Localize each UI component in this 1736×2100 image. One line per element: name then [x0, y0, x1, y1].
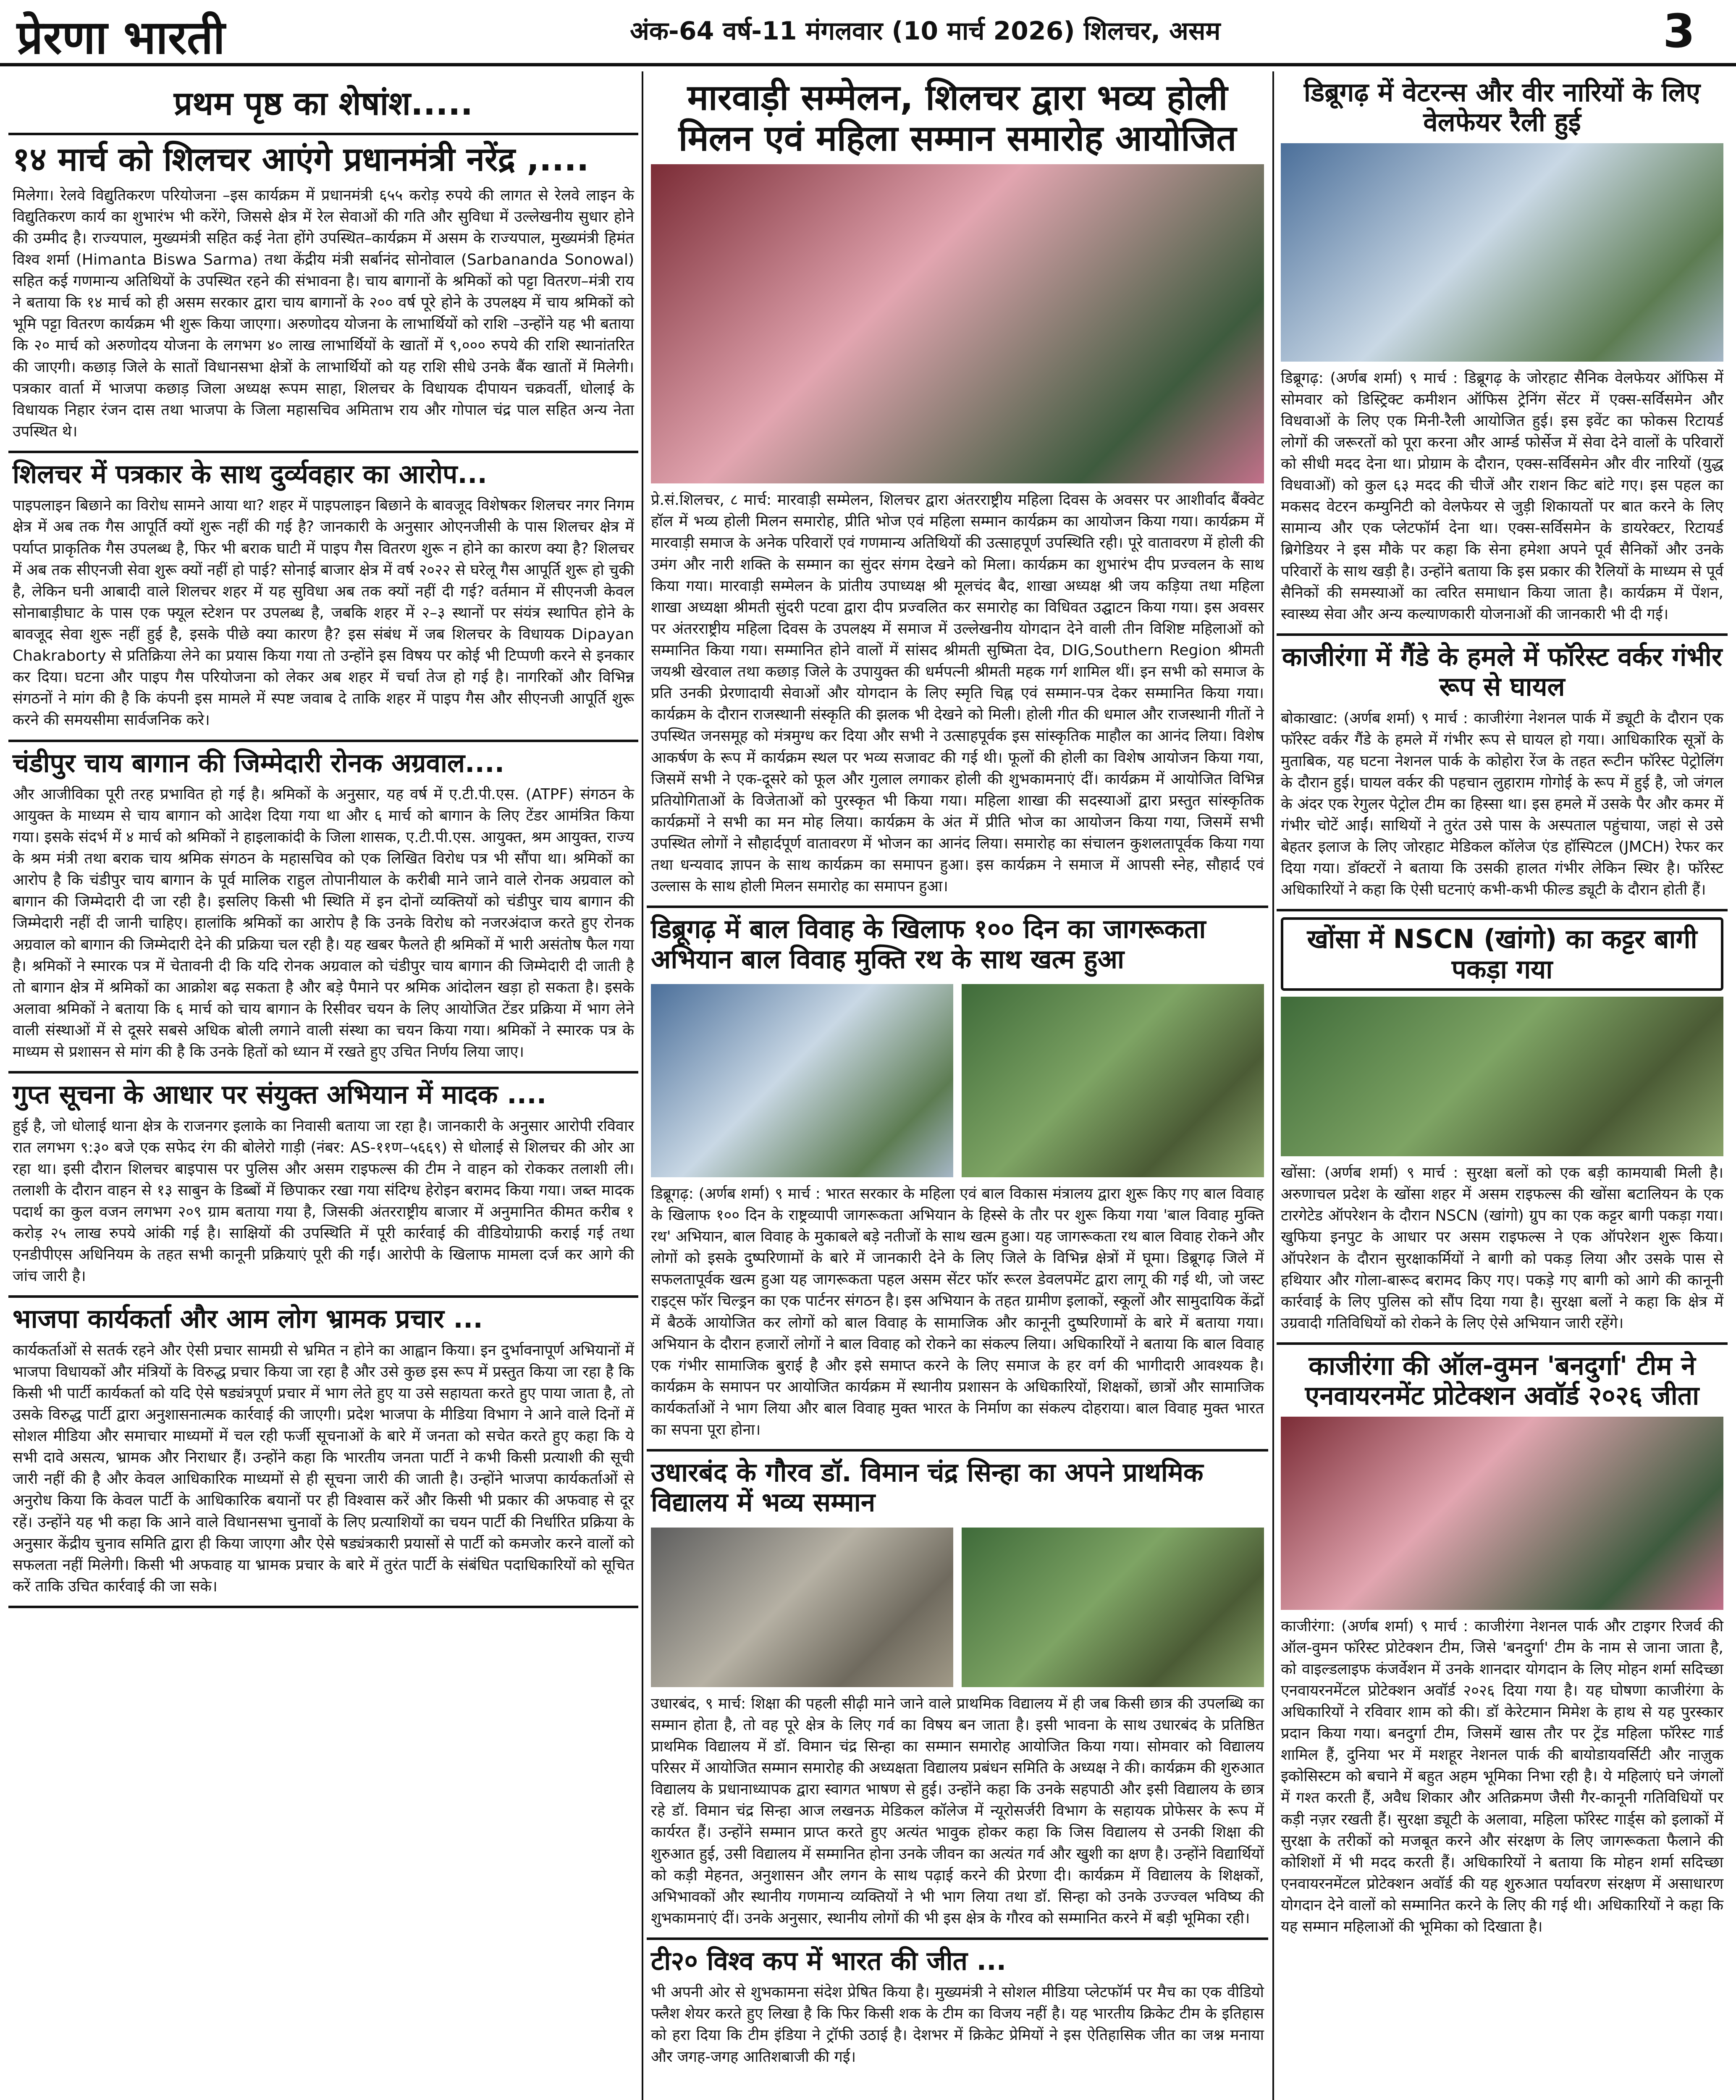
photo-award — [1281, 1417, 1723, 1610]
headline: गुप्त सूचना के आधार पर संयुक्त अभियान में मादक .... — [13, 1079, 547, 1110]
story-t20 — [647, 1940, 1268, 2076]
article-body: पाइपलाइन बिछाने का विरोध सामने आया था? शहर में पाइपलाइन बिछाने के बावजूद विशेषकर शिलचर नगर निगम क्षेत्र में अब तक गैस आपूर्ति क्यों शुरू नहीं की गई है? जानकारी के अनुसार ओएनजीसी के पास शिलचर क्षेत्र में पर्याप्त प्राकृतिक गैस उपलब्ध है, फिर भी बराक घाटी में पाइप गैस वितरण शुरू न होने का कारण क्या है? शिलचर में अब तक सीएनजी सेवा शुरू क्यों नहीं हो पाई? सोनाई बाजार क्षेत्र में वर्ष २०२२ से घरेलू गैस आपूर्ति शुरू हो चुकी है, लेकिन घनी आबादी वाले शिलचर शहर में यह सुविधा अब तक क्यों नहीं दी गई? वर्तमान में सीएनजी केवल सोनाबाड़ीघाट के पास एक फ्यूल स्टेशन पर उपलब्ध है, जबकि शहर में २–३ स्थानों पर संयंत्र स्थापित होने के बावजूद सेवा शुरू नहीं हुई है, इसके पीछे क्या कारण है? इस संबंध में जब शिलचर के विधायक Dipayan Chakraborty से प्रतिक्रिया लेने का प्रयास किया गया तो उन्होंने इस विषय पर कोई भी टिप्पणी करने से इनकार कर दिया। घटना और पाइप गैस परियोजना को लेकर अब शहर में चर्चा तेज हो गई है। नागरिकों और विभिन्न संगठनों ने मांग की है कि कंपनी इस मामले में स्पष्ट जवाब दे ताकि शहर में पाइप गैस और सीएनजी आपूर्ति शुरू करने की समयसीमा सार्वजनिक करे। — [13, 497, 634, 729]
left-column — [8, 71, 638, 2100]
headline: टी२० विश्व कप में भारत की जीत ... — [651, 1945, 1007, 1976]
article-body: कार्यकर्ताओं से सतर्क रहने और ऐसी प्रचार सामग्री से भ्रमित न होने का आह्वान किया। इन दुर्भावनापूर्ण अभियानों में भाजपा विधायकों और मंत्रियों के विरुद्ध प्रचार किया जा रहा है और उसे कुछ इस रूप में प्रस्तुत किया जा रहा है कि किसी भी पार्टी कार्यकर्ता को यदि ऐसे षड्यंत्रपूर्ण प्रचार में भाग लेते हुए या उसे सहायता करते हुए पाया जाता है, तो उसके विरुद्ध पार्टी द्वारा अनुशासनात्मक कार्रवाई की जाएगी। प्रदेश भाजपा के मीडिया विभाग ने आने वाले दिनों में सोशल मीडिया और समाचार माध्यमों में चल रही फर्जी सूचनाओं के बारे में जनता को सचेत करते हुए कहा कि ये सभी दावे असत्य, भ्रामक और निराधार हैं। उन्होंने कहा कि भारतीय जनता पार्टी ने कभी किसी प्रत्याशी की सूची जारी नहीं की है और केवल आधिकारिक माध्यमों से ही सूचना जारी की जाती है। उन्होंने भाजपा कार्यकर्ताओं से अनुरोध किया कि केवल पार्टी के आधिकारिक बयानों पर ही विश्वास करें और किसी भी प्रकार की अफवाह से दूर रहें। उन्होंने यह भी कहा कि आने वाले विधानसभा चुनावों के लिए प्रत्याशियों का चयन पार्टी की निर्धारित प्रक्रिया के अनुसार केंद्रीय चुनाव समिति द्वारा ही किया जाएगा और ऐसे षड्यंत्रकारी प्रयासों से पार्टी को कमजोर करने वालों को सफलता नहीं मिलेगी। किसी भी अफवाह या भ्रामक प्रचार के बारे में तुरंत पार्टी के संबंधित पदाधिकारियों को सूचित करें ताकि उचित कार्रवाई की जा सके। — [13, 1341, 634, 1595]
middle-column — [647, 71, 1268, 2100]
article-body: मिलेगा। रेलवे विद्युतिकरण परियोजना –इस कार्यक्रम में प्रधानमंत्री ६५५ करोड़ रुपये की लागत से रेलवे लाइन के विद्युतिकरण कार्य का शुभारंभ भी करेंगे, जिससे क्षेत्र में रेल सेवाओं की गति और सुविधा में उल्लेखनीय सुधार होने की उम्मीद है। राज्यपाल, मुख्यमंत्री सहित कई नेता होंगे उपस्थित–कार्यक्रम में असम के राज्यपाल, मुख्यमंत्री हिमंत विश्व शर्मा (Himanta Biswa Sarma) तथा केंद्रीय मंत्री सर्बानंद सोनोवाल (Sarbananda Sonowal) सहित कई गणमान्य अतिथियों के उपस्थित रहने की संभावना है। चाय बागानों के श्रमिकों को पट्टा वितरण–मंत्री राय ने बताया कि १४ मार्च को ही असम सरकार द्वारा चाय बागानों के २०० वर्ष पूरे होने के उपलक्ष्य में चाय श्रमिकों को भूमि पट्टा वितरण कार्यक्रम भी शुरू किया जाएगा। अरुणोदय योजना के लाभार्थियों को राशि –उन्होंने यह भी बताया कि २० मार्च को अरुणोदय योजना के लगभग ४० लाख लाभार्थियों के खातों में ९,००० रुपये की राशि स्थानांतरित की जाएगी। कछाड़ जिले के सातों विधानसभा क्षेत्रों के लाभार्थियों को यह राशि सीधे उनके बैंक खातों में मिलेगी। पत्रकार वार्ता में भाजपा कछाड़ जिला अध्यक्ष रूपम साहा, शिलचर के विधायक दीपायन चक्रवर्ती, धोलाई के विधायक निहार रंजन दास तथा भाजपा के जिला महासचिव अमिताभ राय और गोपाल चंद्र पाल सहित अन्य नेता उपस्थित थे। — [13, 186, 634, 440]
headline: उधारबंद के गौरव डॉ. विमान चंद्र सिन्हा का अपने प्राथमिक विद्यालय में भव्य सम्मान — [651, 1457, 1204, 1518]
story-doctor-honour — [647, 1452, 1268, 1940]
story-drug-seizure — [8, 1074, 638, 1298]
headline: डिब्रूगढ़ में वेटरन्स और वीर नारियों के लिए वेलफेयर रैली हुई — [1303, 77, 1701, 138]
page-number: 3 — [1663, 4, 1695, 58]
article-body: भी अपनी ओर से शुभकामना संदेश प्रेषित किया है। मुख्यमंत्री ने सोशल मीडिया प्लेटफॉर्म पर मैच का एक वीडियो फ्लैश शेयर करते हुए लिखा है कि फिर किसी शक के टीम का विजय नहीं है। यह भारतीय क्रिकेट टीम के इतिहास को हरा दिया कि टीम इंडिया ने ट्रॉफी उठाई है। देशभर में क्रिकेट प्रेमियों ने इस ऐतिहासिक जीत का जश्न मनाया और जगह-जगह आतिशबाजी की गई। — [651, 1984, 1264, 2066]
article-body: बोकाखाट: (अर्णब शर्मा) ९ मार्च : काजीरंगा नेशनल पार्क में ड्यूटी के दौरान एक फॉरेस्ट वर्कर गैंडे के हमले में गंभीर रूप से घायल हो गया। आधिकारिक सूत्रों के मुताबिक, यह घटना नेशनल पार्क के कोहोरा रेंज के तहत रूटीन फॉरेस्ट पेट्रोलिंग के दौरान हुई। घायल वर्कर की पहचान लुहाराम गोगोई के रूप में हुई है, जो जंगल के अंदर एक रेगुलर पेट्रोल टीम का हिस्सा था। इस हमले में उसके पैर और कमर में गंभीर चोटें आईं। साथियों ने तुरंत उसे पास के अस्पताल पहुंचाया, जहां से उसे बेहतर इलाज के लिए जोरहाट मेडिकल कॉलेज एंड हॉस्पिटल (JMCH) रेफर कर दिया गया। डॉक्टरों ने बताया कि उसकी हालत गंभीर लेकिन स्थिर है। फॉरेस्ट अधिकारियों ने कहा कि ऐसी घटनाएं कभी-कभी फील्ड ड्यूटी के दौरान होती हैं। — [1281, 709, 1723, 899]
story-pm-visit — [8, 135, 638, 453]
headline: भाजपा कार्यकर्ता और आम लोग भ्रामक प्रचार ... — [13, 1303, 483, 1334]
article-body: प्रे.सं.शिलचर, ८ मार्च: मारवाड़ी सम्मेलन, शिलचर द्वारा अंतरराष्ट्रीय महिला दिवस के अवसर पर आशीर्वाद बैंक्वेट हॉल में भव्य होली मिलन समारोह, प्रीति भोज एवं महिला सम्मान कार्यक्रम का आयोजन किया गया। कार्यक्रम में मारवाड़ी समाज के अनेक परिवारों एवं गणमान्य अतिथियों की उत्साहपूर्ण उपस्थिति रही। पूरे वातावरण में होली की उमंग और नारी शक्ति के सम्मान का सुंदर संगम देखने को मिला। कार्यक्रम का शुभारंभ दीप प्रज्वलन के साथ किया गया। मारवाड़ी सम्मेलन के प्रांतीय उपाध्यक्ष श्री मूलचंद बैद, शाखा अध्यक्ष श्री जय कड़िया तथा महिला शाखा अध्यक्षा श्रीमती सुंदरी पटवा द्वारा दीप प्रज्वलित कर समारोह का विधिवत उद्घाटन किया गया। इस अवसर पर अंतरराष्ट्रीय महिला दिवस के उपलक्ष्य में समाज में उल्लेखनीय योगदान देने वाली तीन विशिष्ट महिलाओं को सम्मानित किया गया। सम्मानित होने वालों में सांसद श्रीमती सुष्मिता देव, DIG,Southern Region श्रीमती जयश्री खेरवाल तथा कछाड़ जिले के उपायुक्त की धर्मपत्नी श्रीमती महक गर्ग शामिल थीं। इन सभी को समाज के प्रति उनकी प्रेरणादायी सेवाओं और योगदान के लिए स्मृति चिह्न एवं सम्मान-पत्र देकर सम्मानित किया गया। कार्यक्रम के दौरान राजस्थानी संस्कृति की झलक भी देखने को मिली। होली गीत की धमाल और राजस्थानी गीतों ने उपस्थित जनसमूह को मंत्रमुग्ध कर दिया और सभी ने उत्साहपूर्वक इस सांस्कृतिक माहौल का आनंद लिया। विशेष आकर्षण के रूप में कार्यक्रम स्थल पर भव्य सजावट की गई थी। फूलों की होली का विशेष आयोजन किया गया, जिसमें सभी ने एक-दूसरे को फूल और गुलाल लगाकर होली की शुभकामनाएं दीं। कार्यक्रम में आयोजित विभिन्न प्रतियोगिताओं के विजेताओं को पुरस्कृत भी किया गया। महिला शाखा की सदस्याओं द्वारा प्रस्तुत सांस्कृतिक कार्यक्रमों ने सभी का मन मोह लिया। कार्यक्रम के अंत में प्रीति भोज का आयोजन किया गया, जिसमें सभी उपस्थित लोगों ने सौहार्दपूर्ण वातावरण में भोजन का आनंद लिया। समारोह का संचालन कुशलतापूर्वक किया गया तथा धन्यवाद ज्ञापन के साथ कार्यक्रम का समापन हुआ। इस कार्यक्रम ने समाज में आपसी स्नेह, सौहार्द एवं उल्लास के साथ होली मिलन समारोह का समापन हुआ। — [651, 491, 1264, 895]
story-journalist — [8, 453, 638, 742]
photo-event — [651, 164, 1264, 483]
right-column — [1277, 71, 1728, 2100]
photo-ceremony — [962, 1528, 1264, 1687]
story-tea-garden — [8, 742, 638, 1074]
photo-arrest — [1281, 997, 1723, 1156]
issue-info: अंक-64 वर्ष-11 मंगलवार (10 मार्च 2026) शिलचर, असम — [630, 16, 1221, 46]
photo-portrait — [651, 1528, 953, 1687]
headline: काजीरंगा में गैंडे के हमले में फॉरेस्ट वर्कर गंभीर रूप से घायल — [1282, 641, 1723, 702]
headline: डिब्रूगढ़ में बाल विवाह के खिलाफ १०० दिन का जागरूकता अभियान बाल विवाह मुक्ति रथ के साथ खत्म हुआ — [651, 914, 1206, 974]
column-divider — [1272, 71, 1274, 2100]
article-body: डिब्रूगढ़: (अर्णब शर्मा) ९ मार्च : भारत सरकार के महिला एवं बाल विकास मंत्रालय द्वारा शुरू किए गए बाल विवाह के खिलाफ १०० दिन के राष्ट्रव्यापी जागरूकता अभियान के हिस्से के तौर पर शुरू किया गया 'बाल विवाह मुक्ति रथ' अभियान, बाल विवाह के मुकाबले बड़े नतीजों के साथ खत्म हुआ। यह जागरूकता रथ बाल विवाह रोकने और लोगों को इसके दुष्परिणामों के बारे में जानकारी देने के लिए जिले के विभिन्न क्षेत्रों में घूमा। डिब्रूगढ़ जिले में सफलतापूर्वक खत्म हुआ यह जागरूकता पहल असम सेंटर फॉर रूरल डेवलपमेंट द्वारा लागू की गई थी, जो जस्ट राइट्स फॉर चिल्ड्रन का एक पार्टनर संगठन है। इस अभियान के तहत ग्रामीण इलाकों, स्कूलों और सामुदायिक केंद्रों में बैठकें आयोजित कर लोगों को बाल विवाह के सामाजिक और कानूनी दुष्परिणामों के बारे में बताया गया। अभियान के दौरान हजारों लोगों ने बाल विवाह को रोकने का संकल्प लिया। अधिकारियों ने बताया कि बाल विवाह एक गंभीर सामाजिक बुराई है और इसे समाप्त करने के लिए समाज के हर वर्ग की भागीदारी आवश्यक है। कार्यक्रम के समापन पर आयोजित कार्यक्रम में स्थानीय प्रशासन के अधिकारियों, शिक्षकों, छात्रों और सामाजिक कार्यकर्ताओं ने भाग लिया और बाल विवाह मुक्त भारत के निर्माण का संकल्प दोहराया। बाल विवाह मुक्त भारत का सपना पूरा होना। — [651, 1185, 1264, 1439]
article-body: और आजीविका पूरी तरह प्रभावित हो गई है। श्रमिकों के अनुसार, यह वर्ष में ए.टी.पी.एस. (ATPF) संगठन के आयुक्त के माध्यम से चाय बागान को आदेश दिया गया था और ६ मार्च को बागान के लिए टेंडर आमंत्रित किया गया। इसके संदर्भ में ४ मार्च को श्रमिकों ने हाइलाकांदी के जिला शासक, ए.टी.पी.एस. आयुक्त, श्रम आयुक्त, राज्य के श्रम मंत्री तथा बराक चाय श्रमिक संगठन के महासचिव को एक लिखित विरोध पत्र भी सौंपा था। श्रमिकों का आरोप है कि चंडीपुर चाय बागान के पूर्व मालिक राहुल तोपानीयाल के करीबी माने जाने वाले रोनक अग्रवाल को बागान की जिम्मेदारी दी जा रही है। इसलिए किसी भी स्थिति में इन दोनों व्यक्तियों को चंडीपुर चाय बागान की जिम्मेदारी नहीं दी जानी चाहिए। हालांकि श्रमिकों का आरोप है कि उनके विरोध को नजरअंदाज करते हुए रोनक अग्रवाल को बागान की जिम्मेदारी देने की प्रक्रिया चल रही है। यह खबर फैलते ही श्रमिकों में भारी असंतोष फैल गया है। श्रमिकों ने स्मारक पत्र में चेतावनी दी कि यदि रोनक अग्रवाल को चंडीपुर चाय बागान की जिम्मेदारी दी जाती है तो बागान क्षेत्र में श्रमिकों का आक्रोश बढ़ सकता है और बड़े पैमाने पर श्रमिक आंदोलन खड़ा हो सकता है। इसके अलावा श्रमिकों ने बताया कि ६ मार्च को चाय बागान के रिसीवर चयन के लिए आयोजित टेंडर प्रक्रिया में भाग लेने वाली संस्थाओं में से दूसरे सबसे अधिक बोली लगाने वाली संस्था का चयन किया गया। श्रमिकों ने स्मारक पत्र के माध्यम से प्रशासन से मांग की है कि उनके हितों को ध्यान में रखते हुए उचित निर्णय लिया जाए। — [13, 785, 634, 1061]
newspaper-title: प्रेरणा भारती — [17, 10, 225, 64]
article-body: उधारबंद, ९ मार्च: शिक्षा की पहली सीढ़ी माने जाने वाले प्राथमिक विद्यालय में ही जब किसी छात्र की उपलब्धि का सम्मान होता है, तो वह पूरे क्षेत्र के लिए गर्व का विषय बन जाता है। इसी भावना के साथ उधारबंद के प्रतिष्ठित प्राथमिक विद्यालय में डॉ. विमान चंद्र सिन्हा का सम्मान समारोह आयोजित किया गया। सोमवार को विद्यालय परिसर में आयोजित सम्मान समारोह की अध्यक्षता विद्यालय प्रबंधन समिति के अध्यक्ष ने की। कार्यक्रम की शुरुआत विद्यालय के प्रधानाध्यापक द्वारा स्वागत भाषण से हुई। उन्होंने कहा कि उनके सहपाठी और इसी विद्यालय के छात्र रहे डॉ. विमान चंद्र सिन्हा आज लखनऊ मेडिकल कॉलेज में न्यूरोसर्जरी विभाग के सहायक प्रोफेसर के रूप में कार्यरत हैं। उन्होंने सम्मान प्राप्त करते हुए अत्यंत भावुक होकर कहा कि जिस विद्यालय से उनकी शिक्षा की शुरुआत हुई, उसी विद्यालय में सम्मानित होना उनके जीवन का अत्यंत गर्व और खुशी का क्षण है। उन्होंने विद्यार्थियों को कड़ी मेहनत, अनुशासन और लगन के साथ पढ़ाई करने की प्रेरणा दी। कार्यक्रम में विद्यालय के शिक्षकों, अभिभावकों और स्थानीय गणमान्य व्यक्तियों ने भी भाग लिया तथा डॉ. सिन्हा को उनके उज्ज्वल भविष्य की शुभकामनाएं दीं। उनके अनुसार, स्थानीय लोगों की भी इस क्षेत्र के गौरव को सम्मानित करने में बड़ी भूमिका रही। — [651, 1695, 1264, 1927]
story-bjp — [8, 1298, 638, 1608]
photo-rally — [651, 984, 953, 1177]
story-rhino — [1277, 636, 1728, 912]
photo-veterans — [1281, 143, 1723, 362]
headline: १४ मार्च को शिलचर आएंगे प्रधानमंत्री नरेंद्र ,.... — [13, 141, 589, 178]
article-body: खोंसा: (अर्णब शर्मा) ९ मार्च : सुरक्षा बलों को एक बड़ी कामयाबी मिली है। अरुणाचल प्रदेश के खोंसा शहर में असम राइफल्स की खोंसा बटालियन के एक टारगेटेड ऑपरेशन के दौरान NSCN (खांगो) ग्रुप का एक कट्टर बागी पकड़ा गया। खुफिया इनपुट के आधार पर असम राइफल्स ने एक ऑपरेशन शुरू किया। ऑपरेशन के दौरान सुरक्षाकर्मियों ने बागी को पकड़ लिया और उसके पास से हथियार और गोला-बारूद बरामद किए गए। पकड़े गए बागी को आगे की कानूनी कार्रवाई के लिए पुलिस को सौंप दिया गया है। सुरक्षा बलों ने कहा कि क्षेत्र में उग्रवादी गतिविधियों को रोकने के लिए ऐसे अभियान जारी रहेंगे। — [1281, 1164, 1723, 1332]
headline: खोंसा में NSCN (खांगो) का कट्टर बागी पकड़ा गया — [1281, 917, 1723, 991]
article-body: काजीरंगा: (अर्णब शर्मा) ९ मार्च : काजीरंगा नेशनल पार्क और टाइगर रिजर्व की ऑल-वुमन फॉरेस्ट प्रोटेक्शन टीम, जिसे 'बनदुर्गा' टीम के नाम से जाना जाता है, को वाइल्डलाइफ कंजर्वेशन में उनके शानदार योगदान के लिए मोहन शर्मा सदिच्छा एनवायरनमेंटल प्रोटेक्शन अवॉर्ड २०२६ दिया गया है। यह घोषणा काजीरंगा के अधिकारियों ने रविवार शाम को की। डॉ केरेटमान मिमेश के हाथ से यह पुरस्कार प्रदान किया गया। बनदुर्गा टीम, जिसमें खास तौर पर ट्रेंड महिला फॉरेस्ट गार्ड शामिल हैं, दुनिया भर में मशहूर नेशनल पार्क की बायोडायवर्सिटी और नाज़ुक इकोसिस्टम को बचाने में बहुत अहम भूमिका निभा रही है। ये महिलाएं घने जंगलों में गश्त करती हैं, अवैध शिकार और अतिक्रमण जैसी गैर-कानूनी गतिविधियों पर कड़ी नज़र रखती हैं। सुरक्षा ड्यूटी के अलावा, महिला फॉरेस्ट गार्ड्स को इलाकों में सुरक्षा के तरीकों को मजबूत करने और संरक्षण के लिए जागरूकता फैलाने की कोशिशों में भी मदद करती हैं। अधिकारियों ने बताया कि मोहन शर्मा सदिच्छा एनवायरनमेंटल प्रोटेक्शन अवॉर्ड की यह शुरुआत पर्यावरण संरक्षण में असाधारण योगदान देने वालों को सम्मानित करने के लिए की गई थी। अधिकारियों ने कहा कि यह सम्मान महिलाओं की भूमिका को दिखाता है। — [1281, 1617, 1723, 1936]
masthead — [0, 0, 1736, 66]
article-body: हुई है, जो धोलाई थाना क्षेत्र के राजनगर इलाके का निवासी बताया जा रहा है। जानकारी के अनुसार आरोपी रविवार रात लगभग ९:३० बजे एक सफेद रंग की बोलेरो गाड़ी (नंबर: AS-११ण–५६६९) से धोलाई से शिलचर की ओर आ रहा था। इसी दौरान शिलचर बाइपास पर पुलिस और असम राइफल्स की टीम ने वाहन को रोककर तलाशी ली। तलाशी के दौरान वाहन से १३ साबुन के डिब्बों में छिपाकर रखा गया संदिग्ध हेरोइन बरामद किया गया। जब्त मादक पदार्थ का कुल वजन लगभग २०९ ग्राम बताया गया है, जिसकी अंतरराष्ट्रीय बाजार में अनुमानित कीमत करीब १ करोड़ २५ लाख रुपये आंकी गई है। साक्षियों की उपस्थिति में पूरी कार्रवाई की वीडियोग्राफी कराई गई तथा एनडीपीएस अधिनियम के तहत सभी कानूनी प्रक्रियाएं पूरी की गईं। आरोपी के खिलाफ मामला दर्ज कर आगे की जांच जारी है। — [13, 1117, 634, 1285]
headline: चंडीपुर चाय बागान की जिम्मेदारी रोनक अग्रवाल.... — [13, 747, 505, 778]
story-child-marriage — [647, 908, 1268, 1452]
story-veterans — [1277, 71, 1728, 636]
section-title: प्रथम पृष्ठ का शेषांश..... — [8, 71, 638, 135]
story-bandurga — [1277, 1345, 1728, 1946]
headline: शिलचर में पत्रकार के साथ दुर्व्यवहार का आरोप... — [13, 459, 488, 489]
photo-rath — [962, 984, 1264, 1177]
story-nscn — [1277, 911, 1728, 1344]
headline: मारवाड़ी सम्मेलन, शिलचर द्वारा भव्य होली मिलन एवं महिला सम्मान समारोह आयोजित — [678, 77, 1237, 159]
story-marwari — [647, 71, 1268, 908]
column-divider — [642, 71, 643, 2100]
article-body: डिब्रूगढ़: (अर्णब शर्मा) ९ मार्च : डिब्रूगढ़ के जोरहाट सैनिक वेलफेयर ऑफिस में सोमवार को डिस्ट्रिक्ट कमीशन ऑफिस ट्रेनिंग सेंटर में एक्स-सर्विसमेन और विधवाओं के लिए एक मिनी-रैली आयोजित हुई। इस इवेंट का फोकस रिटायर्ड लोगों की जरूरतों को पूरा करना और आर्म्ड फोर्सेज में सेवा देने वालों के परिवारों को सीधी मदद देना था। प्रोग्राम के दौरान, एक्स-सर्विसमेन और वीर नारियों (युद्ध विधवाओं) को कुल ६३ मदद की चीजें और राशन किट बांटे गए। इस पहल का मकसद वेटरन कम्युनिटी को वेलफेयर से जुड़ी शिकायतों पर बात करने के लिए सामान्य और एक प्लेटफॉर्म देना था। एक्स-सर्विसमेन के डायरेक्टर, रिटायर्ड ब्रिगेडियर ने इस मौके पर कहा कि सेना हमेशा अपने पूर्व सैनिकों और उनके परिवारों के साथ खड़ी है। उन्होंने बताया कि इस प्रकार की रैलियों के माध्यम से पूर्व सैनिकों की समस्याओं का त्वरित समाधान किया जाता है। कार्यक्रम में पेंशन, स्वास्थ्य सेवा और अन्य कल्याणकारी योजनाओं की जानकारी भी दी गई। — [1281, 369, 1723, 623]
headline: काजीरंगा की ऑल-वुमन 'बनदुर्गा' टीम ने एनवायरनमेंट प्रोटेक्शन अवॉर्ड २०२६ जीता — [1305, 1350, 1699, 1411]
